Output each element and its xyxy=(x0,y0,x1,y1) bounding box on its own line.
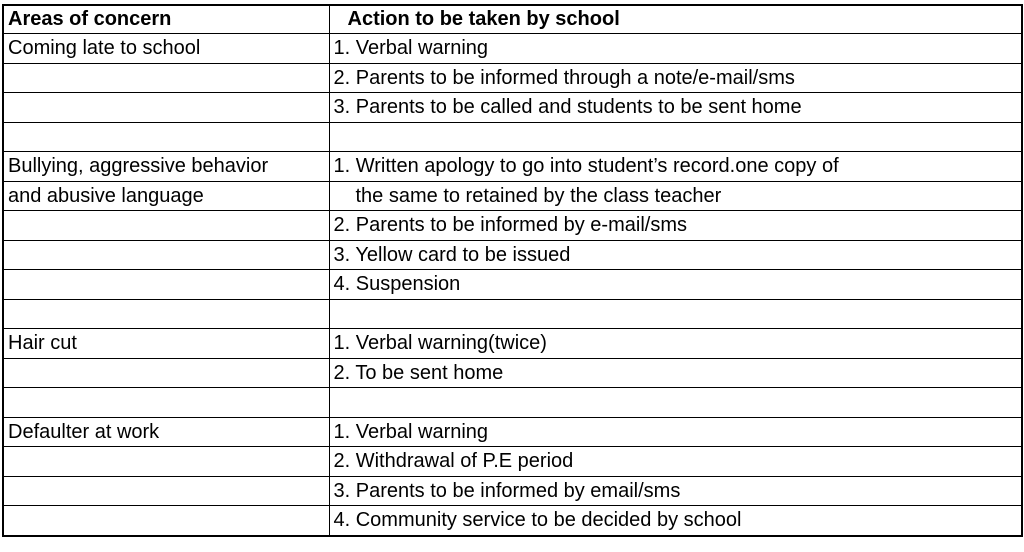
table-row xyxy=(3,417,1022,447)
table-row xyxy=(3,358,1022,388)
area-cell xyxy=(3,506,329,536)
area-cell xyxy=(3,299,329,329)
area-cell: Bullying, aggressive behavior xyxy=(3,152,329,182)
area-cell xyxy=(3,270,329,300)
action-cell: 2. Parents to be informed by e-mail/sms xyxy=(329,211,1022,241)
action-cell: 1. Written apology to go into student’s record.one copy of xyxy=(329,152,1022,182)
area-cell xyxy=(3,388,329,418)
action-cell: 4. Suspension xyxy=(329,270,1022,300)
header-action-to-be-taken: Action to be taken by school xyxy=(329,5,1022,34)
discipline-policy-table xyxy=(2,4,1023,537)
action-cell: 1. Verbal warning xyxy=(329,34,1022,64)
table-row xyxy=(3,447,1022,477)
area-cell: and abusive language xyxy=(3,181,329,211)
area-cell xyxy=(3,93,329,123)
table-row xyxy=(3,329,1022,359)
action-cell: 3. Parents to be informed by email/sms xyxy=(329,476,1022,506)
table-row xyxy=(3,122,1022,152)
area-cell xyxy=(3,240,329,270)
area-cell xyxy=(3,122,329,152)
table-row xyxy=(3,93,1022,123)
action-cell: 3. Parents to be called and students to be sent home xyxy=(329,93,1022,123)
action-cell: 1. Verbal warning(twice) xyxy=(329,329,1022,359)
header-row xyxy=(3,5,1022,34)
action-cell: 4. Community service to be decided by school xyxy=(329,506,1022,536)
table-row xyxy=(3,181,1022,211)
table-row xyxy=(3,211,1022,241)
action-cell xyxy=(329,388,1022,418)
action-cell: 3. Yellow card to be issued xyxy=(329,240,1022,270)
area-cell: Hair cut xyxy=(3,329,329,359)
table-row xyxy=(3,388,1022,418)
area-cell: Defaulter at work xyxy=(3,417,329,447)
action-cell: the same to retained by the class teacher xyxy=(329,181,1022,211)
action-cell xyxy=(329,122,1022,152)
action-cell: 2. Parents to be informed through a note/e-mail/sms xyxy=(329,63,1022,93)
table-row xyxy=(3,63,1022,93)
header-areas-of-concern: Areas of concern xyxy=(3,5,329,34)
table-row xyxy=(3,34,1022,64)
area-cell xyxy=(3,476,329,506)
action-cell: 2. To be sent home xyxy=(329,358,1022,388)
action-cell: 1. Verbal warning xyxy=(329,417,1022,447)
area-cell xyxy=(3,63,329,93)
area-cell: Coming late to school xyxy=(3,34,329,64)
table-row xyxy=(3,299,1022,329)
action-cell xyxy=(329,299,1022,329)
area-cell xyxy=(3,358,329,388)
area-cell xyxy=(3,211,329,241)
table-row xyxy=(3,152,1022,182)
action-cell: 2. Withdrawal of P.E period xyxy=(329,447,1022,477)
table-row xyxy=(3,240,1022,270)
table-row xyxy=(3,506,1022,536)
area-cell xyxy=(3,447,329,477)
table-row xyxy=(3,270,1022,300)
table-row xyxy=(3,476,1022,506)
